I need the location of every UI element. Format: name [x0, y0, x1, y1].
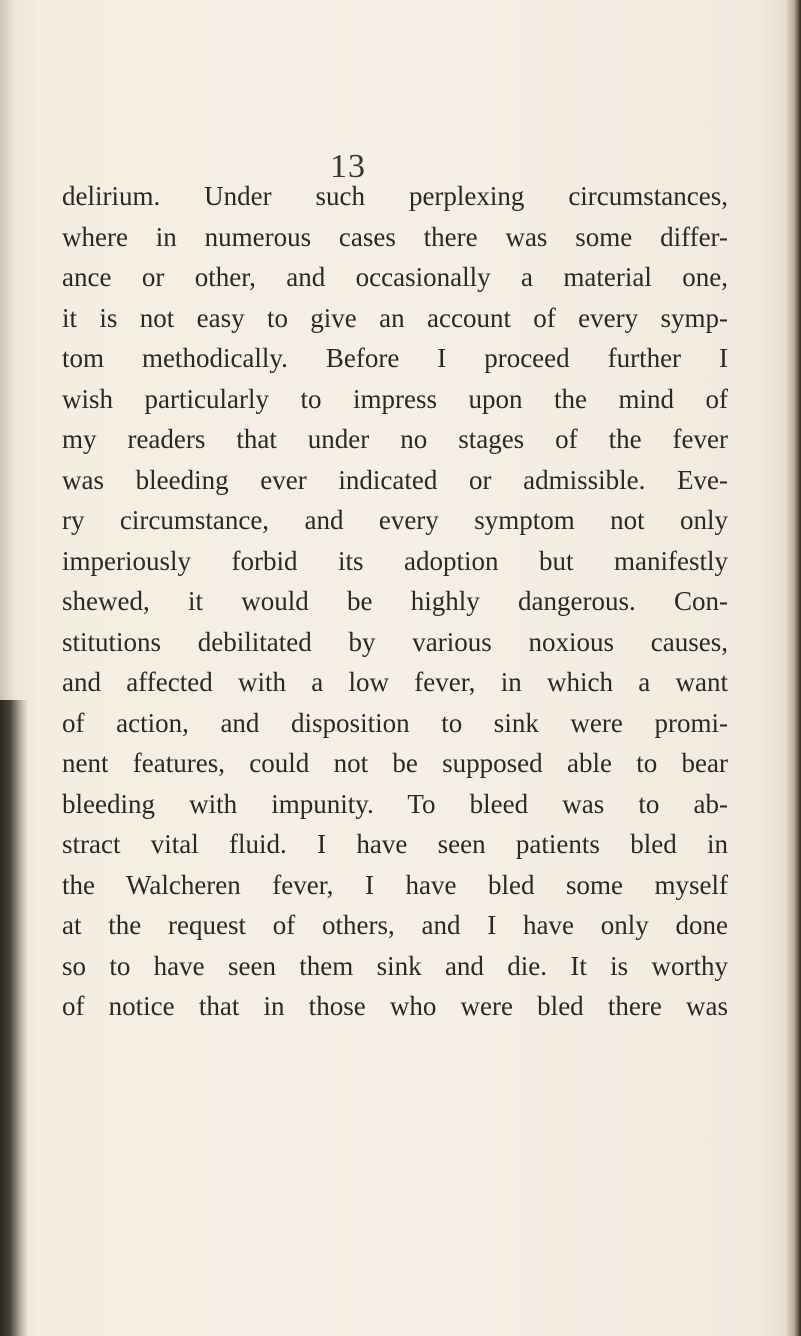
text-line: nent features, could not be supposed able to bear [62, 748, 728, 778]
page-edge-shadow [785, 0, 801, 1336]
text-line: ry circumstance, and every symptom not only [62, 505, 728, 535]
body-text [62, 176, 728, 1027]
text-line: stitutions debilitated by various noxious causes, [62, 626, 728, 657]
text-line: and affected with a low fever, in which a want [62, 667, 728, 697]
text-line: imperiously forbid its adoption but manifestly [62, 545, 728, 576]
text-line: so to have seen them sink and die. It is worthy [62, 950, 728, 981]
text-line: delirium. Under such perplexing circumstances, [62, 181, 728, 211]
text-line: where in numerous cases there was some differ- [62, 221, 728, 252]
text-line: was bleeding ever indicated or admissible. Eve- [62, 464, 728, 495]
binding-shadow [0, 700, 28, 1336]
text-line: of action, and disposition to sink were promi- [62, 707, 728, 738]
text-line: tom methodically. Before I proceed further I [62, 343, 728, 373]
text-line: the Walcheren fever, I have bled some myself [62, 869, 728, 900]
text-line: wish particularly to impress upon the mind of [62, 383, 728, 414]
text-line: stract vital fluid. I have seen patients bled in [62, 829, 728, 859]
page-edge-shading [0, 0, 14, 700]
page-number: 13 [330, 148, 366, 185]
text-line: it is not easy to give an account of every symp- [62, 302, 728, 333]
text-line: shewed, it would be highly dangerous. Con- [62, 586, 728, 616]
text-line: of notice that in those who were bled there was [62, 991, 728, 1021]
text-line: bleeding with impunity. To bleed was to ab- [62, 788, 728, 819]
text-line: my readers that under no stages of the fever [62, 424, 728, 454]
text-line: ance or other, and occasionally a material one, [62, 262, 728, 292]
text-line: at the request of others, and I have only done [62, 910, 728, 940]
